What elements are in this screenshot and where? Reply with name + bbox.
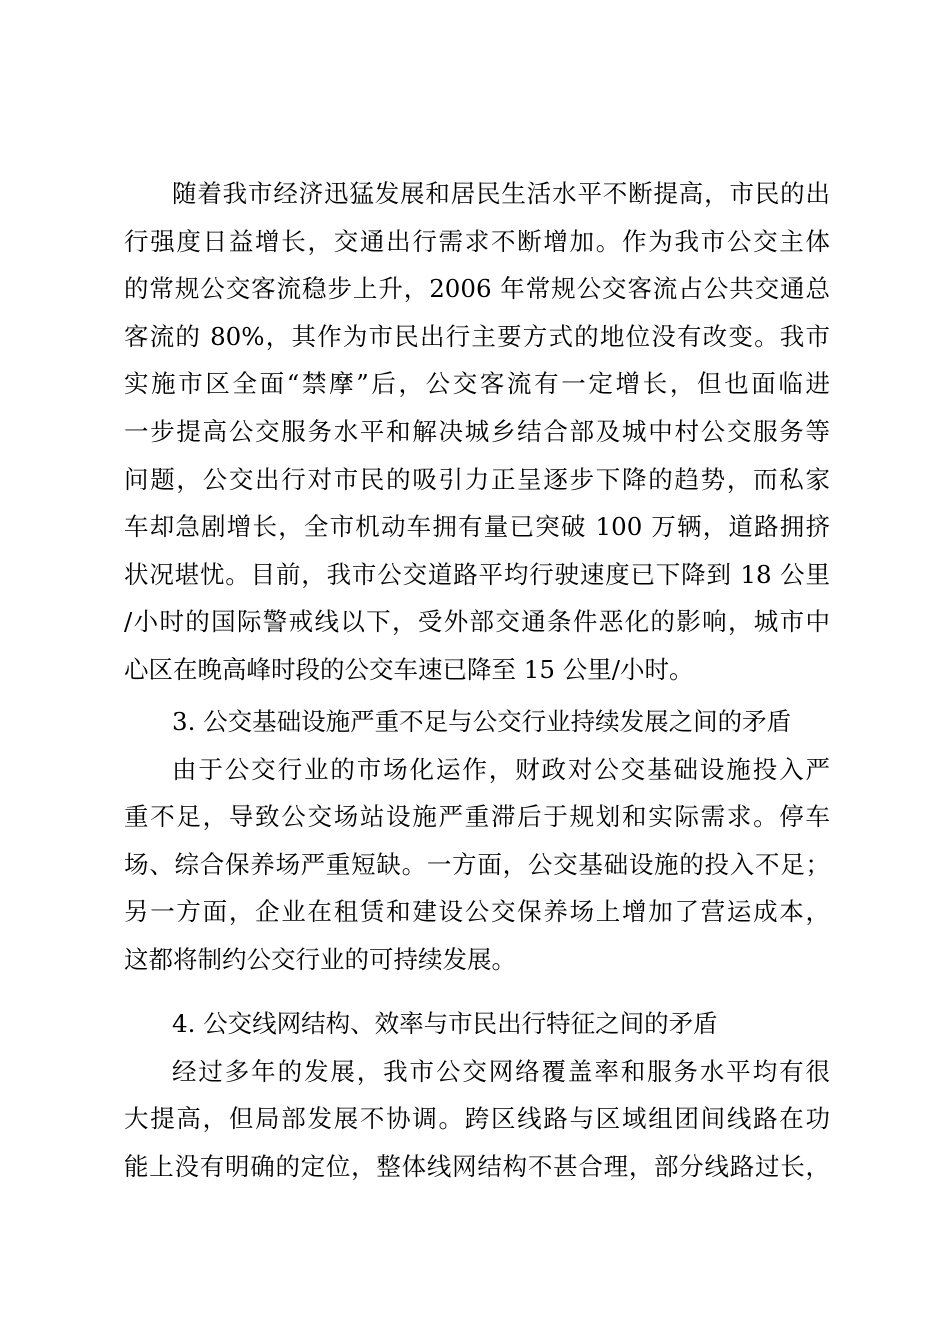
text-line: 重不足，导致公交场站设施严重滞后于规划和实际需求。停车 xyxy=(124,802,830,832)
text-line: 行强度日益增长，交通出行需求不断增加。作为我市公交主体 xyxy=(124,226,830,256)
text-line: 这都将制约公交行业的可持续发展。 xyxy=(124,944,516,974)
text-line: 的常规公交客流稳步上升，2006 年常规公交客流占公共交通总 xyxy=(124,274,830,304)
text-line: 场、综合保养场严重短缺。一方面，公交基础设施的投入不足； xyxy=(124,849,830,879)
text-line: 车却急剧增长，全市机动车拥有量已突破 100 万辆，道路拥挤 xyxy=(124,512,830,542)
section-infrastructure xyxy=(124,698,830,984)
text-line: 大提高，但局部发展不协调。跨区线路与区域组团间线路在功 xyxy=(124,1104,830,1134)
text-line: 心区在晚高峰时段的公交车速已降至 15 公里/小时。 xyxy=(124,654,694,684)
text-line: 客流的 80%，其作为市民出行主要方式的地位没有改变。我市 xyxy=(124,321,830,351)
text-line: 状况堪忧。目前，我市公交道路平均行驶速度已下降到 18 公里 xyxy=(124,559,830,589)
text-line: 一步提高公交服务水平和解决城乡结合部及城中村公交服务等 xyxy=(124,416,830,446)
section-heading: 4. 公交线网结构、效率与市民出行特征之间的矛盾 xyxy=(172,1009,718,1038)
text-line: 随着我市经济迅猛发展和居民生活水平不断提高，市民的出 xyxy=(172,179,830,208)
text-line: 经过多年的发展，我市公交网络覆盖率和服务水平均有很 xyxy=(172,1056,830,1086)
text-line: 由于公交行业的市场化运作，财政对公交基础设施投入严 xyxy=(172,754,830,784)
text-line: 实施市区全面“禁摩”后，公交客流有一定增长，但也面临进 xyxy=(124,369,830,399)
text-line: /小时的国际警戒线以下，受外部交通条件恶化的影响，城市中 xyxy=(124,607,830,637)
text-line: 能上没有明确的定位，整体线网结构不甚合理，部分线路过长， xyxy=(124,1151,830,1181)
section-heading: 3. 公交基础设施严重不足与公交行业持续发展之间的矛盾 xyxy=(172,707,792,736)
paragraph-passenger-flow xyxy=(124,170,830,694)
text-line: 另一方面，企业在租赁和建设公交保养场上增加了营运成本， xyxy=(124,897,830,927)
text-line: 问题，公交出行对市民的吸引力正呈逐步下降的趋势，而私家 xyxy=(124,464,830,494)
section-network-structure xyxy=(124,1000,830,1190)
